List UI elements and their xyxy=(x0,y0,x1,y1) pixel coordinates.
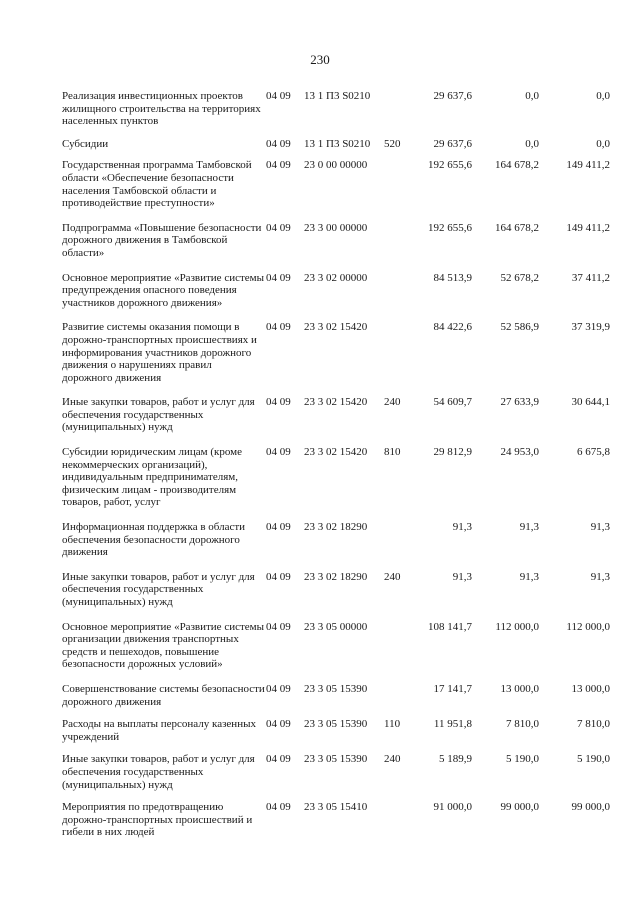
row-name: Субсидии юридическим лицам (кроме некоммерческих организаций), индивидуальным предпринимателям, физическим лицам - производителям товаров, работ, услуг xyxy=(62,446,243,509)
expense-type: 240 xyxy=(384,396,401,409)
target-code: 23 3 02 15420 xyxy=(304,446,368,459)
section-code: 04 09 xyxy=(266,90,291,102)
target-code: 23 3 02 00000 xyxy=(304,271,368,284)
value-year-3: 149 411,2 xyxy=(566,221,610,234)
target-code: 23 3 02 18290 xyxy=(304,570,368,583)
value-year-2: 112 000,0 xyxy=(495,620,539,633)
value-year-1: 84 513,9 xyxy=(433,271,472,284)
value-year-3: 0,0 xyxy=(596,137,610,150)
value-year-3: 112 000,0 xyxy=(566,620,610,633)
value-year-1: 108 141,7 xyxy=(428,620,472,633)
table-row xyxy=(0,801,640,839)
section-code: 04 09 xyxy=(266,137,291,150)
table-row xyxy=(0,683,640,708)
row-name: Государственная программа Тамбовской области «Обеспечение безопасности населения Тамбовской области и противодействие преступности» xyxy=(62,159,252,210)
table-row xyxy=(0,272,640,310)
target-code: 23 3 05 15390 xyxy=(304,682,368,695)
row-name: Совершенствование системы безопасности дорожного движения xyxy=(62,682,265,708)
value-year-2: 91,3 xyxy=(519,521,539,534)
section-code: 04 09 xyxy=(266,753,291,766)
value-year-3: 6 675,8 xyxy=(577,446,610,459)
section-code: 04 09 xyxy=(266,521,291,534)
value-year-1: 91,3 xyxy=(452,521,472,534)
value-year-3: 7 810,0 xyxy=(577,718,610,731)
value-year-3: 149 411,2 xyxy=(566,159,610,172)
section-code: 04 09 xyxy=(266,446,291,459)
row-name: Иные закупки товаров, работ и услуг для обеспечения государственных (муниципальных) нужд xyxy=(62,396,255,434)
section-code: 04 09 xyxy=(266,620,291,633)
value-year-3: 91,3 xyxy=(590,521,610,534)
value-year-2: 0,0 xyxy=(525,90,539,102)
value-year-2: 52 678,2 xyxy=(500,271,539,284)
row-name: Информационная поддержка в области обеспечения безопасности дорожного движения xyxy=(62,521,246,559)
target-code: 23 3 02 18290 xyxy=(304,521,368,534)
expense-type: 240 xyxy=(384,753,401,766)
value-year-2: 13 000,0 xyxy=(500,682,539,695)
value-year-1: 91 000,0 xyxy=(433,801,472,814)
target-code: 23 3 00 00000 xyxy=(304,221,368,234)
target-code: 23 3 05 00000 xyxy=(304,620,368,633)
value-year-2: 27 633,9 xyxy=(500,396,539,409)
section-code: 04 09 xyxy=(266,570,291,583)
value-year-2: 24 953,0 xyxy=(500,446,539,459)
value-year-1: 29 637,6 xyxy=(433,90,472,102)
value-year-2: 99 000,0 xyxy=(500,801,539,814)
page-number: 230 xyxy=(310,52,330,67)
value-year-2: 164 678,2 xyxy=(495,221,539,234)
expense-type: 240 xyxy=(384,570,401,583)
table-row xyxy=(0,222,640,260)
section-code: 04 09 xyxy=(266,718,291,731)
row-name: Иные закупки товаров, работ и услуг для обеспечения государственных (муниципальных) нужд xyxy=(62,753,255,791)
table-row xyxy=(0,90,640,128)
table-row xyxy=(0,321,640,384)
section-code: 04 09 xyxy=(266,271,291,284)
row-name: Субсидии xyxy=(62,137,109,150)
row-name: Расходы на выплаты персоналу казенных учреждений xyxy=(62,718,256,743)
section-code: 04 09 xyxy=(266,801,291,814)
value-year-3: 13 000,0 xyxy=(571,682,610,695)
value-year-1: 91,3 xyxy=(452,570,472,583)
expense-type: 110 xyxy=(384,718,401,731)
row-name: Подпрограмма «Повышение безопасности дорожного движения в Тамбовской области» xyxy=(62,221,262,259)
section-code: 04 09 xyxy=(266,159,291,172)
budget-table xyxy=(0,90,640,839)
value-year-1: 192 655,6 xyxy=(428,159,472,172)
row-name: Основное мероприятие «Развитие системы организации движения транспортных средств и пешеходов, повышение безопасности дорожных условий» xyxy=(62,620,265,671)
target-code: 23 3 05 15410 xyxy=(304,801,368,814)
expense-type: 810 xyxy=(384,446,401,459)
target-code: 23 3 05 15390 xyxy=(304,718,368,731)
target-code: 23 3 02 15420 xyxy=(304,396,368,409)
table-row xyxy=(0,159,640,209)
target-code: 23 3 02 15420 xyxy=(304,321,368,334)
table-row xyxy=(0,446,640,509)
row-name: Мероприятия по предотвращению дорожно-транспортных происшествий и гибели в них людей xyxy=(62,801,253,839)
expense-type: 520 xyxy=(384,137,401,150)
value-year-3: 99 000,0 xyxy=(571,801,610,814)
section-code: 04 09 xyxy=(266,321,291,334)
target-code: 23 0 00 00000 xyxy=(304,159,368,172)
table-row xyxy=(0,521,640,559)
row-name: Основное мероприятие «Развитие системы предупреждения опасного поведения участников дорожного движения» xyxy=(62,271,265,309)
value-year-3: 91,3 xyxy=(590,570,610,583)
value-year-1: 11 951,8 xyxy=(433,718,472,731)
value-year-1: 5 189,9 xyxy=(439,753,472,766)
value-year-1: 29 812,9 xyxy=(433,446,472,459)
value-year-2: 164 678,2 xyxy=(495,159,539,172)
value-year-3: 37 319,9 xyxy=(571,321,610,334)
table-row xyxy=(0,396,640,434)
row-name: Иные закупки товаров, работ и услуг для обеспечения государственных (муниципальных) нужд xyxy=(62,570,255,608)
value-year-2: 5 190,0 xyxy=(506,753,539,766)
table-row xyxy=(0,753,640,791)
table-row xyxy=(0,621,640,671)
section-code: 04 09 xyxy=(266,682,291,695)
value-year-3: 0,0 xyxy=(596,90,610,102)
table-row xyxy=(0,718,640,743)
table-row xyxy=(0,138,640,151)
target-code: 13 1 П3 S0210 xyxy=(304,90,371,102)
section-code: 04 09 xyxy=(266,396,291,409)
value-year-3: 37 411,2 xyxy=(571,271,610,284)
value-year-2: 0,0 xyxy=(525,137,539,150)
value-year-1: 29 637,6 xyxy=(433,137,472,150)
value-year-2: 91,3 xyxy=(519,570,539,583)
value-year-1: 54 609,7 xyxy=(433,396,472,409)
row-name: Развитие системы оказания помощи в дорожно-транспортных происшествиях и информирования участников дорожного движения о нарушениях правил дорожного движения xyxy=(62,321,257,384)
target-code: 23 3 05 15390 xyxy=(304,753,368,766)
value-year-1: 17 141,7 xyxy=(433,682,472,695)
row-name: Реализация инвестиционных проектов жилищного строительства на территориях населенных пунктов xyxy=(62,90,261,128)
value-year-3: 5 190,0 xyxy=(577,753,610,766)
value-year-3: 30 644,1 xyxy=(571,396,610,409)
value-year-2: 52 586,9 xyxy=(500,321,539,334)
value-year-1: 84 422,6 xyxy=(433,321,472,334)
target-code: 13 1 П3 S0210 xyxy=(304,137,371,150)
value-year-1: 192 655,6 xyxy=(428,221,472,234)
table-row xyxy=(0,571,640,609)
value-year-2: 7 810,0 xyxy=(506,718,539,731)
section-code: 04 09 xyxy=(266,221,291,234)
